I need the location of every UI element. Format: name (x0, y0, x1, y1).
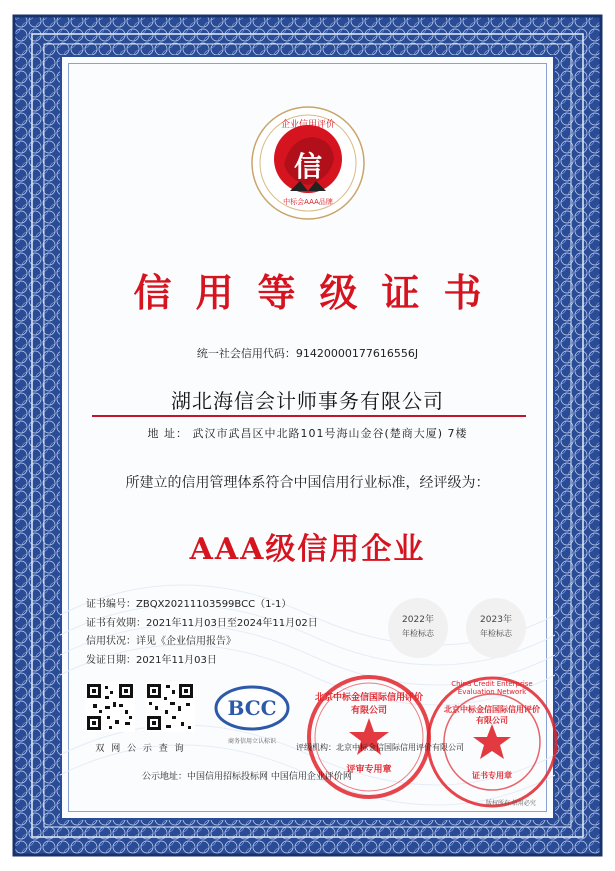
bcc-logo-text: BCC (227, 696, 277, 720)
annual-check-2023 (466, 598, 526, 658)
seal-bottom-text: 评审专用章 (346, 765, 392, 775)
bcc-logo (212, 684, 292, 744)
qr-caption: 双 网 公 示 查 询 (95, 744, 186, 754)
emblem-center-mark: 信 (293, 150, 322, 183)
qr-code-icon[interactable] (85, 682, 135, 732)
validity-period: 证书有效期：2021年11月03日至2024年11月02日 (86, 618, 318, 629)
public-address: 公示地址：中国信用招标投标网 中国信用企业评价网 (142, 772, 352, 782)
bcc-caption: 商务信用立认标识 (227, 738, 276, 745)
company-name: 湖北海信会计师事务有限公司 (171, 389, 444, 413)
emblem-bottom-text: 中标会AAA品牌 (283, 198, 333, 206)
seal-inner-text: 北京中标金信国际信用评价有限公司 (444, 705, 540, 725)
issue-date: 发证日期：2021年11月03日 (86, 655, 217, 666)
annual-check-label: 年检标志 (402, 629, 434, 638)
credit-grade: AAA级信用企业 (189, 532, 426, 567)
rating-statement: 所建立的信用管理体系符合中国信用行业标准，经评级为： (125, 475, 490, 491)
emblem-ring-text: 企业信用评价 (280, 120, 335, 130)
company-address: 地 址： 武汉市武昌区中北路101号海山金谷(楚商大厦) 7楼 (147, 427, 468, 440)
certificate-title: 信用等级证书 (133, 270, 506, 315)
credit-status: 信用状况：详见《企业信用报告》 (86, 636, 236, 647)
seal-ring-text: 北京中标金信国际信用评价有限公司 (314, 693, 423, 716)
annual-check-2022 (388, 598, 448, 658)
credit-rating-emblem (250, 105, 366, 221)
seal-bottom-text: 证书专用章 (472, 771, 512, 780)
annual-check-year: 2023年 (480, 615, 512, 625)
annual-check-label: 年检标志 (480, 629, 512, 638)
annual-check-year: 2022年 (402, 615, 434, 625)
certificate-number: 证书编号：ZBQX20211103599BCC（1-1） (86, 599, 292, 610)
issuing-organization: 评级机构：北京中标金信国际信用评价有限公司 (296, 743, 464, 752)
qr-code-icon[interactable] (145, 682, 195, 732)
credit-code: 统一社会信用代码：91420000177616556J (196, 347, 419, 360)
company-underline (92, 415, 526, 417)
copyright-notice: 版权所有 信用必究 (486, 800, 536, 807)
seal-ring-text: China Credit Enterprise Evaluation Network (451, 680, 533, 696)
